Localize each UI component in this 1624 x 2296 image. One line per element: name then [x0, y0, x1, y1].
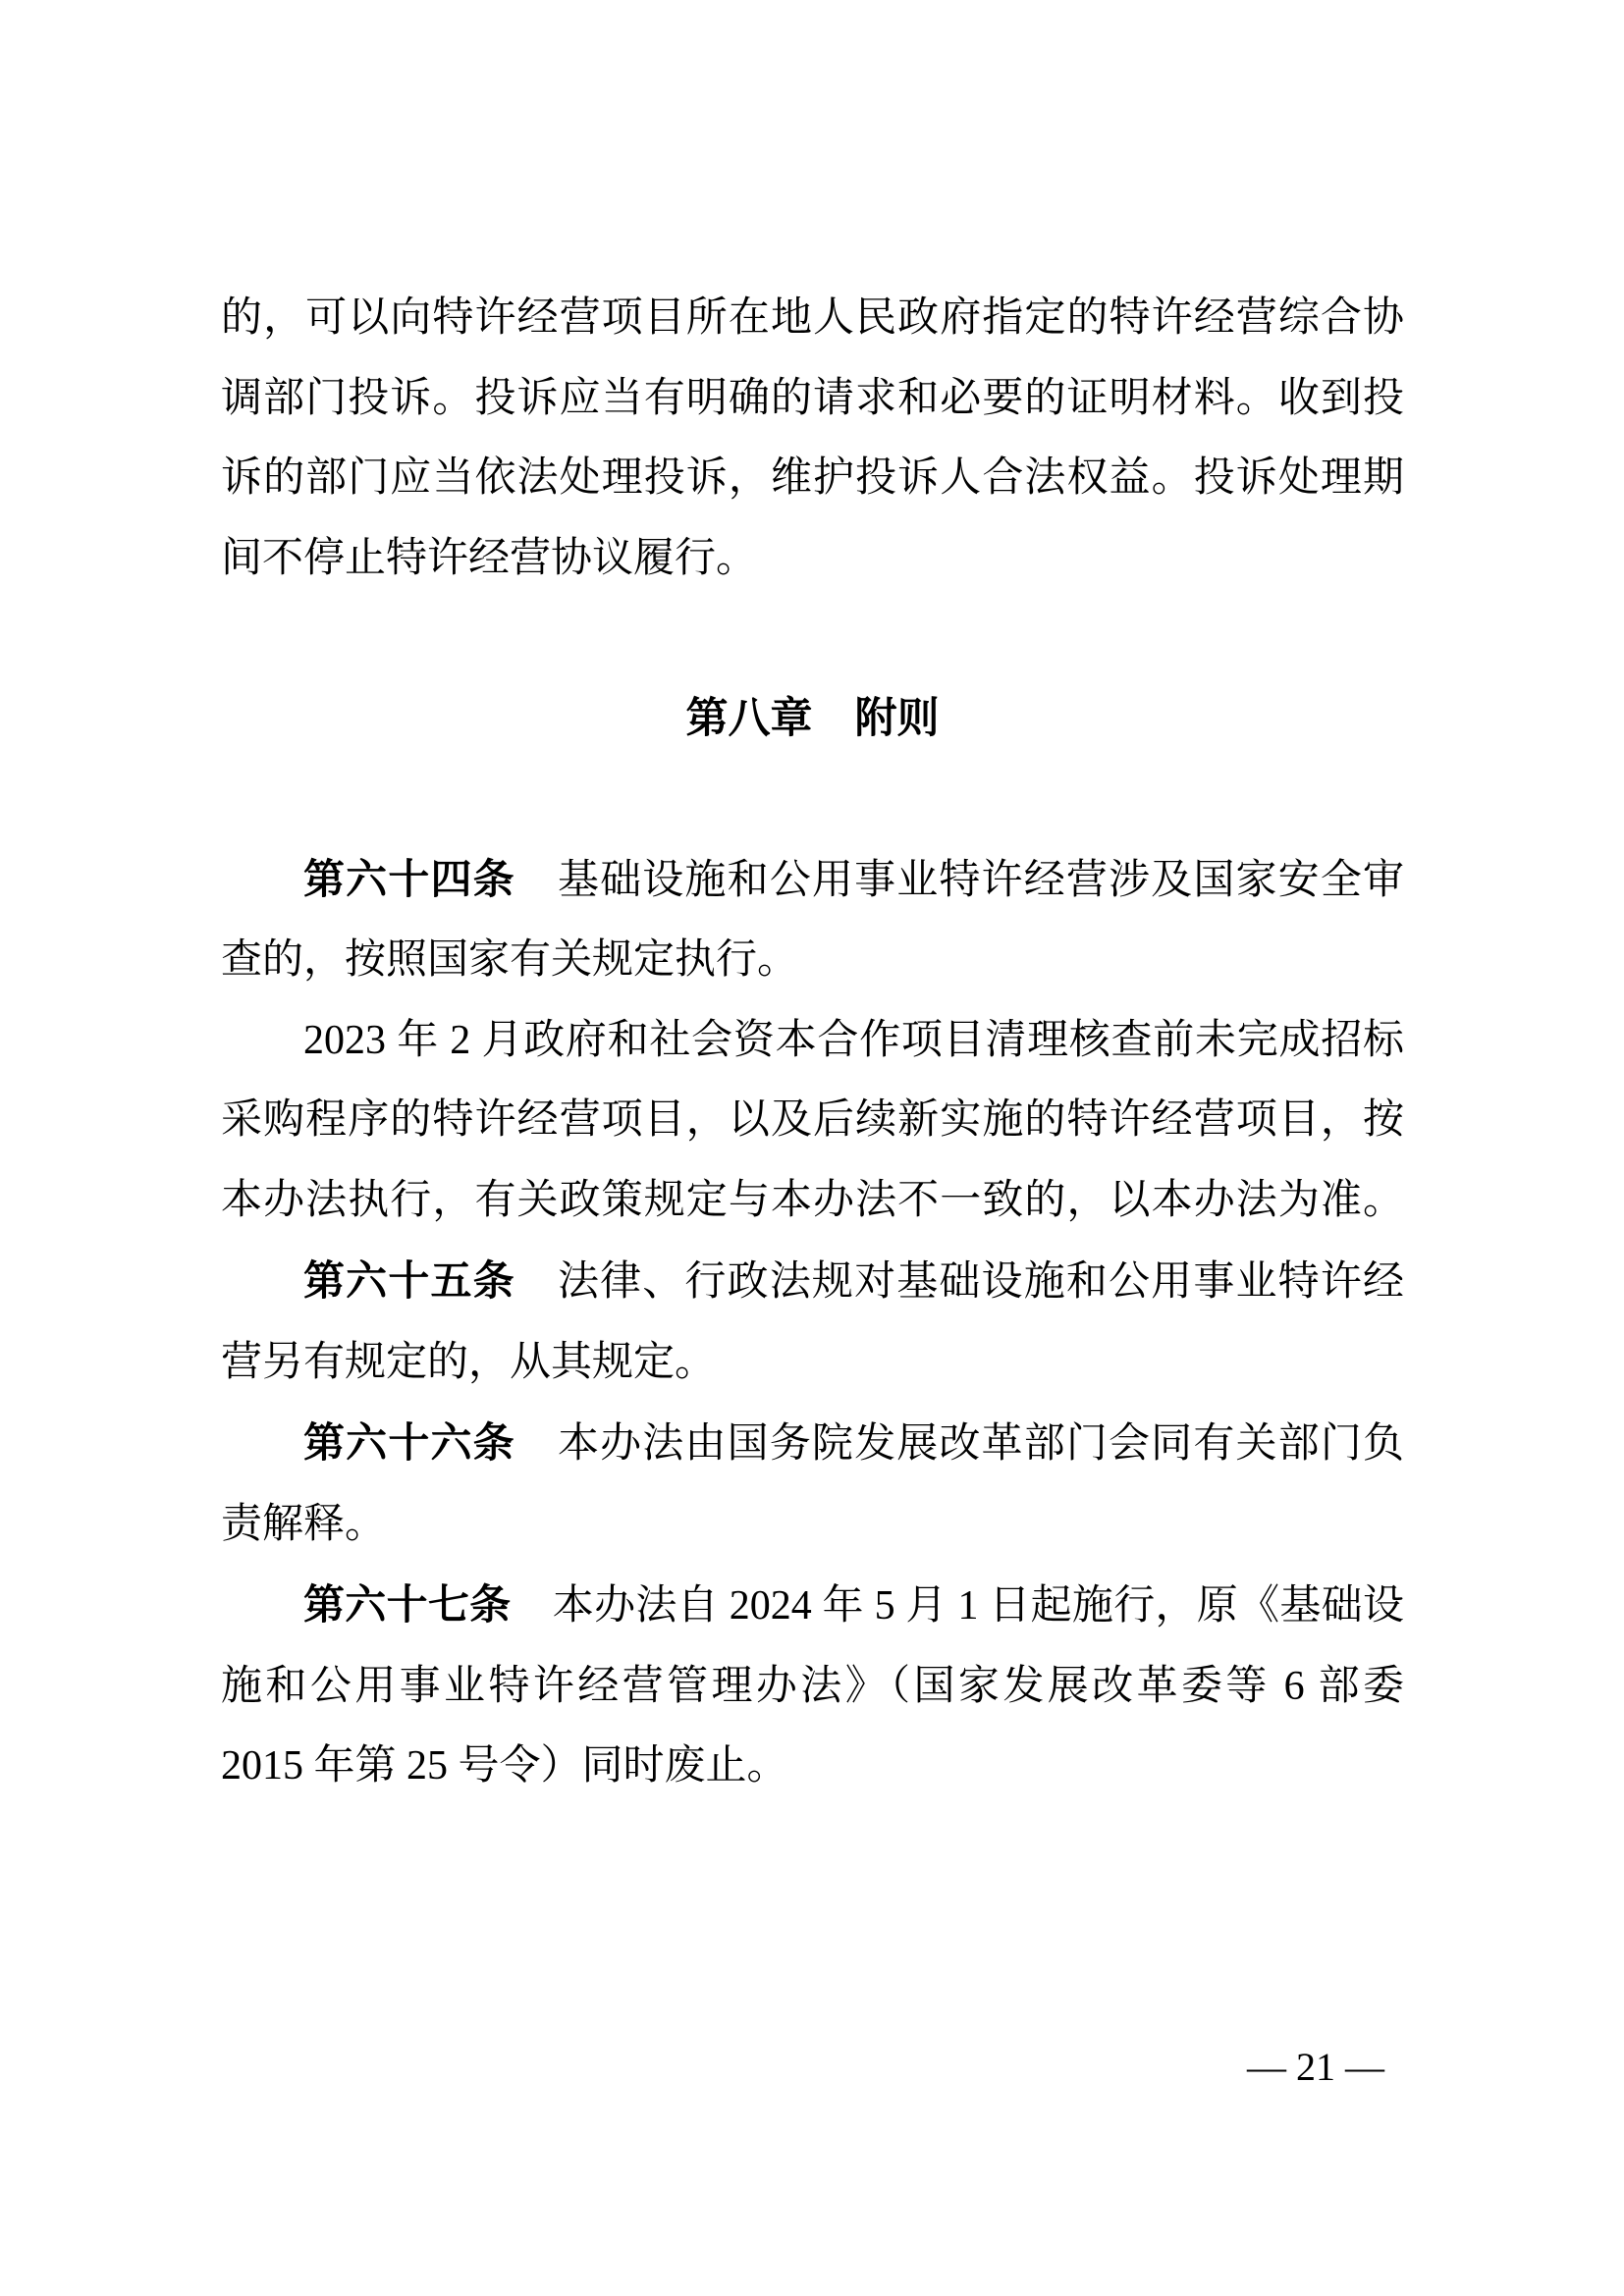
text-line [221, 1485, 1404, 1566]
text-line [221, 279, 1404, 359]
text-line [221, 1403, 1404, 1485]
text-run: 诉的部门应当依法处理投诉，维护投诉人合法权益。投诉处理期 [221, 455, 1404, 501]
text-line [221, 1001, 1404, 1082]
text-run: 法律、行政法规对基础设施和公用事业特许经 [514, 1259, 1404, 1305]
text-run: 责解释。 [221, 1501, 387, 1547]
text-line [221, 1081, 1404, 1161]
text-run: 查的，按照国家有关规定执行。 [221, 937, 799, 983]
article-number-label: 第六十五条 [303, 1257, 515, 1304]
text-run: 施和公用事业特许经营管理办法》（国家发展改革委等 6 部委 [221, 1663, 1404, 1709]
text-run: 采购程序的特许经营项目，以及后续新实施的特许经营项目，按 [221, 1097, 1404, 1143]
text-run: 本办法自 2024 年 5 月 1 日起施行，原《基础设 [511, 1583, 1404, 1629]
text-line [221, 1323, 1404, 1404]
text-line [221, 921, 1404, 1001]
text-run: 2023 年 2 月政府和社会资本合作项目清理核查前未完成招标 [303, 1017, 1404, 1063]
text-line [221, 1161, 1404, 1242]
text-line [221, 1565, 1404, 1647]
article-number-label: 第六十六条 [303, 1419, 515, 1466]
text-run: 营另有规定的，从其规定。 [221, 1339, 717, 1385]
text-run: 本办法执行，有关政策规定与本办法不一致的，以本办法为准。 [221, 1177, 1404, 1223]
article-number-label: 第六十七条 [303, 1581, 512, 1628]
chapter-heading: 第八章 附则 [685, 694, 940, 742]
text-run: 间不停止特许经营协议履行。 [221, 535, 758, 581]
text-line [221, 519, 1404, 600]
text-line [221, 839, 1404, 922]
text-line [221, 439, 1404, 519]
text-run: 的，可以向特许经营项目所在地人民政府指定的特许经营综合协 [221, 295, 1404, 341]
text-line [221, 1241, 1404, 1323]
text-run: 调部门投诉。投诉应当有明确的请求和必要的证明材料。收到投 [221, 375, 1404, 421]
article-number-label: 第六十四条 [303, 855, 515, 902]
text-line [221, 359, 1404, 440]
document-body [221, 279, 1404, 1807]
page-number: — 21 — [1247, 2045, 1384, 2089]
text-run: 本办法由国务院发展改革部门会同有关部门负 [514, 1421, 1404, 1467]
text-run: 2015 年第 25 号令）同时废止。 [221, 1743, 788, 1789]
text-line [221, 1727, 1404, 1807]
text-run: 基础设施和公用事业特许经营涉及国家安全审 [514, 857, 1404, 903]
text-line [221, 1647, 1404, 1728]
